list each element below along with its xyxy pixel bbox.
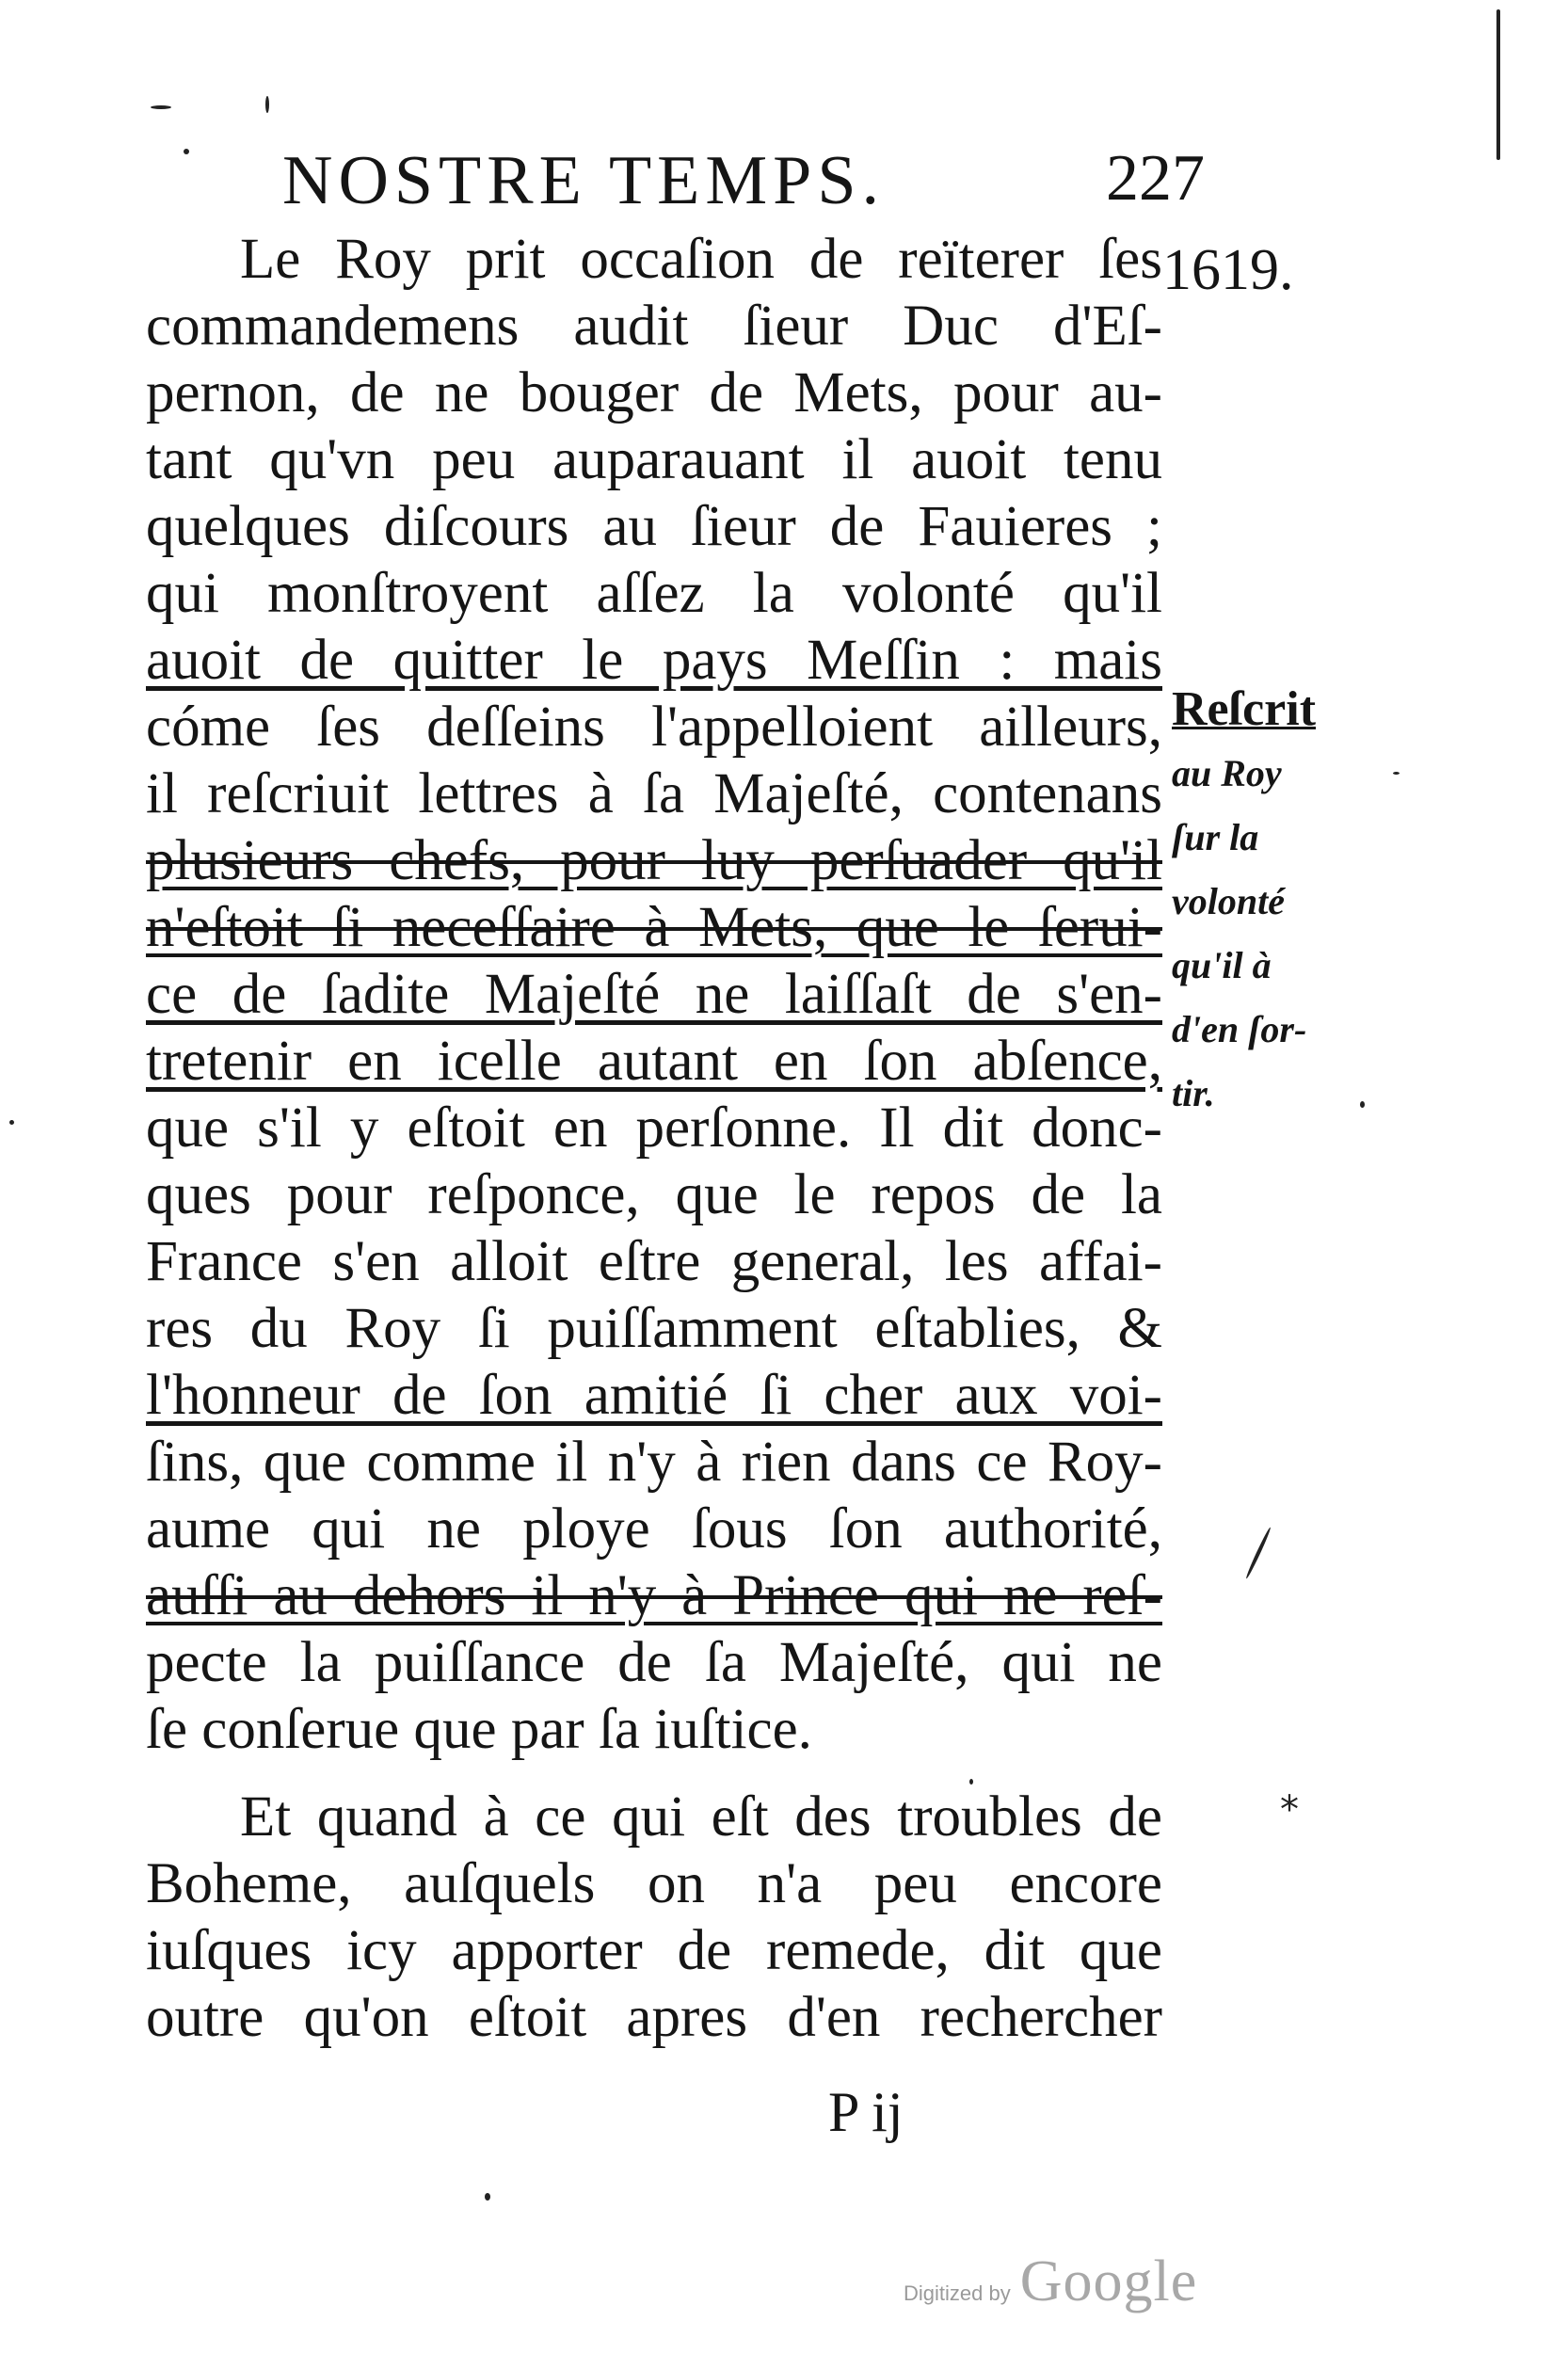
year-marginal-note: 1619. (1162, 238, 1294, 302)
text-line: res du Roy ſi puiſſamment eſtablies, & (146, 1297, 1162, 1360)
text-line: iuſques icy apporter de remede, dit que (146, 1919, 1162, 1982)
scan-speck (265, 96, 269, 113)
text-line: il reſcriuit lettres à ſa Majeſté, contenans (146, 762, 1162, 825)
text-line: Et quand à ce qui eſt des troubles de (240, 1785, 1162, 1849)
body-text (146, 226, 1162, 2051)
margin-note-line: ſur la (1172, 816, 1259, 858)
text-line: Le Roy prit occaſion de reïterer ſes (240, 228, 1162, 291)
text-line-underlined: auoit de quitter le pays Meſſin : mais (146, 629, 1162, 692)
text-line: Boheme, auſquels on n'a peu encore (146, 1852, 1162, 1915)
scan-speck (151, 105, 171, 109)
google-logo: Google (1019, 2249, 1198, 2313)
handwritten-margin-note (1172, 678, 1351, 1126)
text-line: outre qu'on eſtoit apres d'en rechercher (146, 1986, 1162, 2049)
scan-speck (9, 1120, 14, 1125)
text-line: aume qui ne ploye ſous ſon authorité, (146, 1497, 1162, 1561)
digitization-footer (904, 2240, 1197, 2315)
text-line: quelques diſcours au ſieur de Fauieres ; (146, 495, 1162, 558)
text-line-underlined: l'honneur de ſon amitié ſi cher aux voi- (146, 1364, 1162, 1427)
page-header (282, 141, 1205, 235)
text-line: qui monſtroyent aſſez la volonté qu'il (146, 562, 1162, 625)
text-line: ſe conſerue que par ſa iuſtice. (146, 1698, 812, 1761)
scan-speck (1360, 1101, 1365, 1108)
text-line: ques pour reſponce, que le repos de la (146, 1163, 1162, 1226)
scan-speck (1393, 772, 1400, 775)
margin-note-line: au Roy (1172, 752, 1282, 794)
asterisk-mark: * (1280, 1788, 1299, 1832)
text-line-struck: n'eſtoit ſi neceſſaire à Mets, que le ſerui- (146, 896, 1162, 959)
text-line-underlined: ce de ſadite Majeſté ne laiſſaſt de s'en- (146, 963, 1162, 1026)
paragraph-gap (146, 1763, 1162, 1784)
margin-note-line: tir. (1172, 1072, 1215, 1114)
scan-speck (1245, 1527, 1272, 1579)
scan-speck (969, 1779, 973, 1785)
margin-note-line: Reſcrit (1172, 682, 1317, 736)
scan-speck (184, 149, 189, 154)
margin-note-line: qu'il à (1172, 944, 1272, 986)
signature-mark: P ij (828, 2081, 904, 2143)
text-line: pecte la puiſſance de ſa Majeſté, qui ne (146, 1631, 1162, 1694)
page-number: 227 (1106, 142, 1205, 215)
margin-note-line: volonté (1172, 880, 1285, 922)
text-line: tant qu'vn peu auparauant il auoit tenu (146, 428, 1162, 491)
text-line: cóme ſes deſſeins l'appelloient ailleurs, (146, 696, 1162, 759)
scan-speck (485, 2193, 490, 2201)
text-line: France s'en alloit eſtre general, les affai- (146, 1230, 1162, 1293)
digitized-label: Digitized by (904, 2281, 1011, 2305)
scan-speck (1496, 9, 1500, 160)
text-line: pernon, de ne bouger de Mets, pour au- (146, 361, 1162, 424)
margin-note-line: d'en ſor- (1172, 1008, 1307, 1050)
text-line-struck: auſſi au dehors il n'y à Prince qui ne reſ- (146, 1564, 1162, 1627)
text-line: que s'il y eſtoit en perſonne. Il dit donc- (146, 1096, 1162, 1160)
text-line: ſins, que comme il n'y à rien dans ce Roy- (146, 1431, 1162, 1494)
text-line-struck: plusieurs chefs, pour luy perſuader qu'il (146, 829, 1162, 892)
text-line: commandemens audit ſieur Duc d'Eſ- (146, 295, 1162, 358)
running-title: NOSTRE TEMPS. (282, 142, 885, 219)
text-line-underlined: tretenir en icelle autant en ſon abſence, (146, 1030, 1162, 1093)
